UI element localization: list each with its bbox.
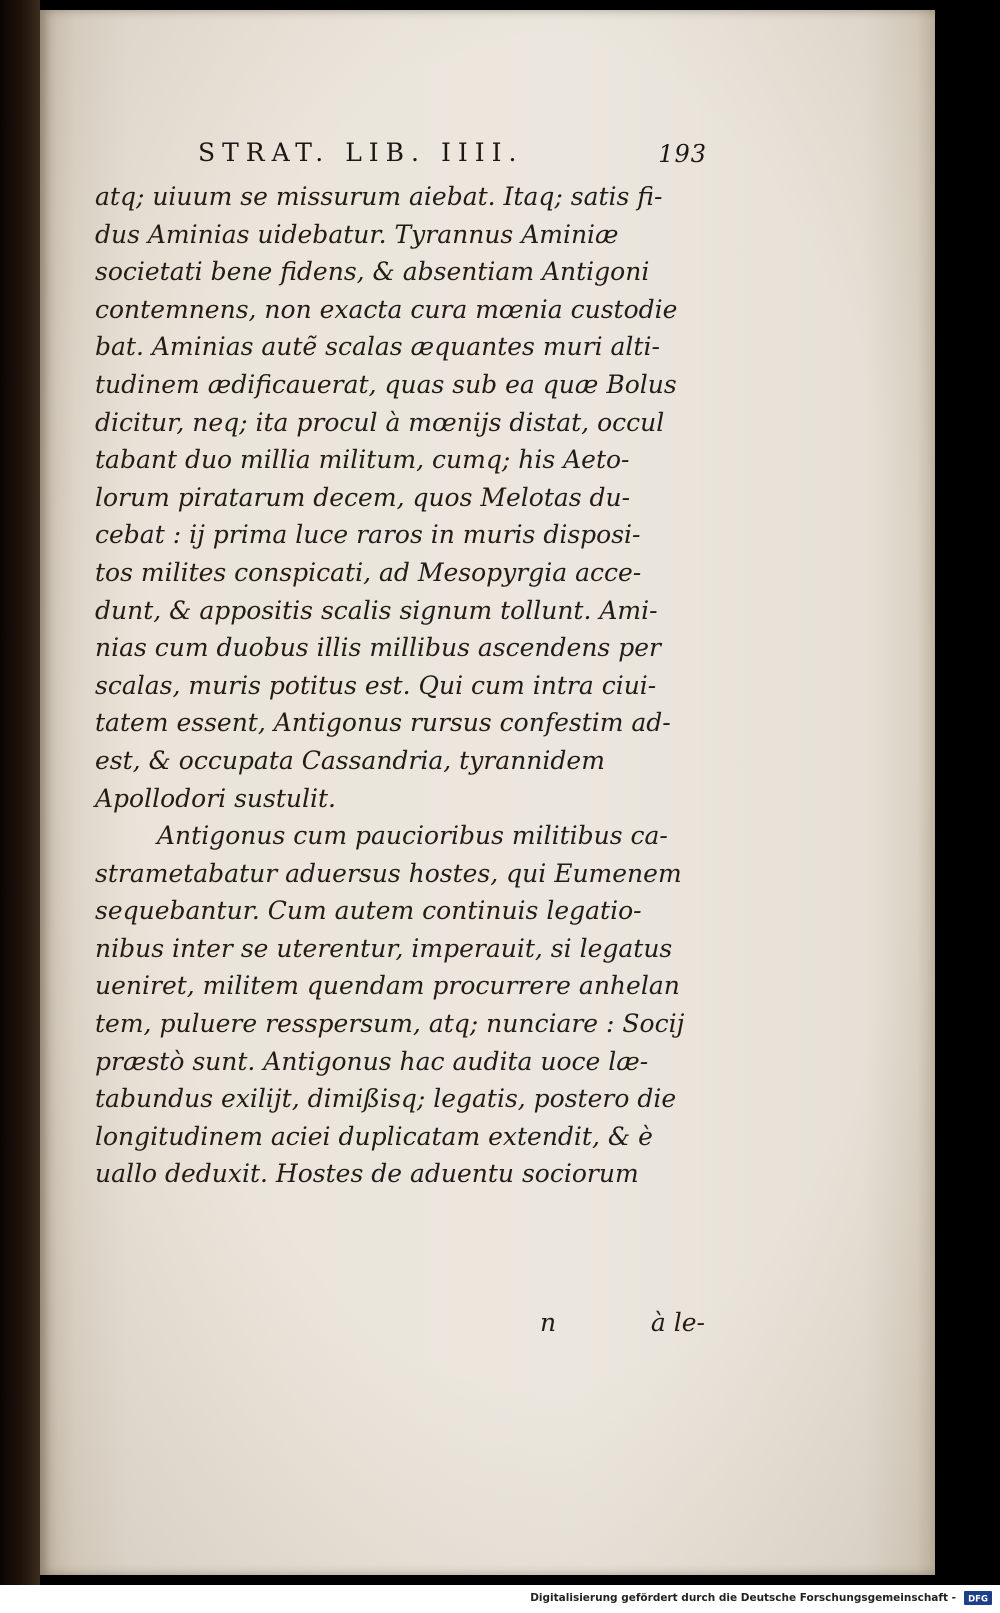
catchword: à le- [650,1308,705,1337]
text-line: tudinem ædificauerat, quas sub ea quæ Bolus [95,369,677,399]
text-line: longitudinem aciei duplicatam extendit, & è [95,1121,653,1151]
text-line: societati bene fidens, & absentiam Antigoni [95,257,650,287]
text-line: bat. Aminias autẽ scalas æquantes muri alti- [95,332,660,362]
funding-credit: Digitalisierung gefördert durch die Deutsche Forschungsgemeinschaft - [530,1592,956,1604]
page-edge-shadow [917,10,935,1575]
text-line: nias cum duobus illis millibus ascendens per [95,633,661,663]
text-line: Apollodori sustulit. [95,783,336,813]
running-title: STRAT. LIB. IIII. [198,138,524,167]
dfg-logo-icon [964,1591,992,1605]
text-line: dicitur, neq; ita procul à mœnijs distat, occul [95,407,665,437]
text-line: sequebantur. Cum autem continuis legatio- [95,896,642,926]
text-line: ueniret, militem quendam procurrere anhelan [95,971,680,1001]
text-line: uallo deduxit. Hostes de aduentu sociorum [95,1159,639,1189]
text-line: tem, puluere resspersum, atq; nunciare : Socij [95,1009,685,1039]
book-spine [0,0,40,1613]
text-line: est, & occupata Cassandria, tyrannidem [95,745,605,775]
body-text [95,178,705,1193]
footer-bar [0,1585,1000,1613]
text-line: tatem essent, Antigonus rursus confestim ad- [95,708,671,738]
text-line: strametabatur aduersus hostes, qui Eumenem [95,858,682,888]
text-line: cebat : ij prima luce raros in muris disposi- [95,520,641,550]
text-line: tabundus exilijt, dimißisq; legatis, postero die [95,1084,677,1114]
svg-text:DFG: DFG [968,1594,988,1605]
signature-mark: n [540,1308,557,1337]
text-line: tos milites conspicati, ad Mesopyrgia acce- [95,557,642,587]
text-line: atq; uiuum se missurum aiebat. Itaq; satis fi- [95,182,663,211]
text-line: præstò sunt. Antigonus hac audita uoce læ- [95,1046,649,1076]
text-line: dunt, & appositis scalis signum tollunt. Ami- [95,595,658,625]
page-foot [540,1308,705,1344]
text-line: dus Aminias uidebatur. Tyrannus Aminiæ [95,219,619,249]
text-line: lorum piratarum decem, quos Melotas du- [95,482,631,512]
running-head [162,138,707,174]
text-line: nibus inter se uterentur, imperauit, si legatus [95,933,673,963]
page-number: 193 [658,140,707,168]
text-line: contemnens, non exacta cura mœnia custodie [95,294,678,324]
text-line: tabant duo millia militum, cumq; his Aeto- [95,445,630,475]
paragraph-start-line: Antigonus cum paucioribus militibus ca- [157,821,668,851]
text-line: scalas, muris potitus est. Qui cum intra ciui- [95,670,657,700]
book-page [40,10,935,1575]
